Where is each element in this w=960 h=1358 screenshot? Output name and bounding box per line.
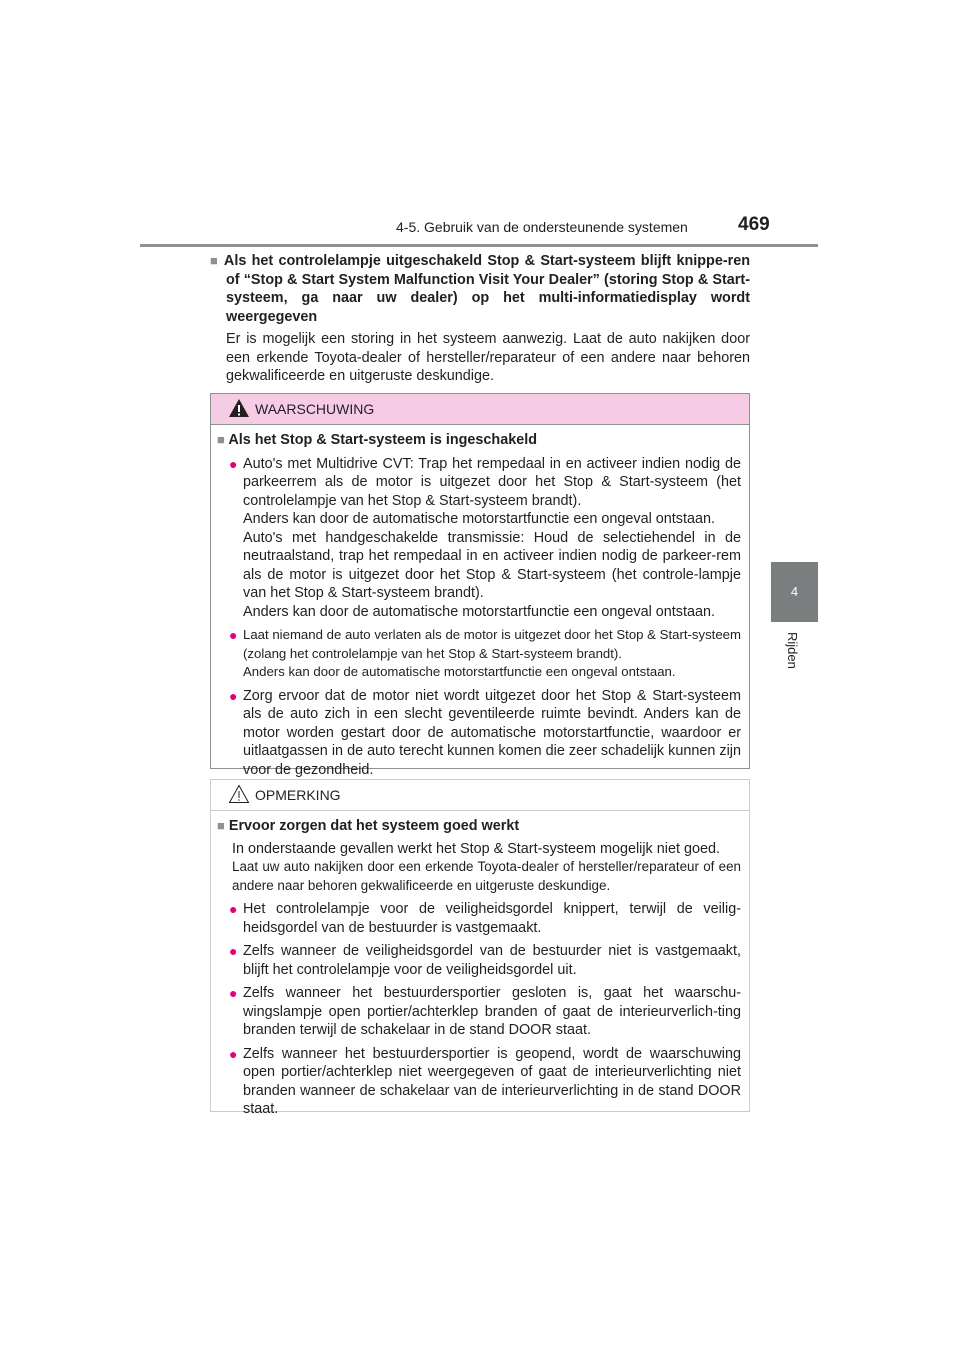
warning-title: WAARSCHUWING (255, 401, 375, 417)
section-title: 4-5. Gebruik van de ondersteunende systemen (396, 219, 688, 235)
intro-section (210, 252, 750, 386)
notice-heading-text: Ervoor zorgen dat het systeem goed werkt (228, 818, 520, 834)
warning-bullet (217, 455, 741, 622)
bullet-dot-icon: ● (229, 627, 238, 643)
warning-heading-text: Als het Stop & Start-systeem is ingeschakeld (228, 432, 538, 448)
square-marker-icon: ■ (217, 432, 225, 447)
intro-body: Er is mogelijk een storing in het systeem aanwezig. Laat de auto nakijken door een erkende Toyota-dealer of hersteller/reparateur of een andere naar behoren gekwalificeerde en uitgeruste deskundige. (226, 331, 750, 384)
notice-bullet (217, 1045, 741, 1119)
bullet-paragraph: Anders kan door de automatische motorstartfunctie een ongeval ontstaan. (243, 603, 715, 620)
bullet-paragraph: Anders kan door de automatische motorstartfunctie een ongeval ontstaan. (243, 511, 715, 527)
square-marker-icon: ■ (217, 818, 225, 833)
notice-body (211, 811, 749, 1119)
warning-bullet (217, 687, 741, 780)
chapter-label: Rijden (785, 632, 800, 669)
page-number: 469 (738, 214, 770, 235)
bullet-dot-icon: ● (229, 901, 238, 917)
header-rule (140, 244, 818, 247)
chapter-number: 4 (790, 584, 799, 599)
warning-triangle-icon (228, 398, 250, 418)
notice-title: OPMERKING (255, 787, 341, 803)
bullet-paragraph: Zorg ervoor dat de motor niet wordt uitgezet door het Stop & Start-systeem als de auto zich in een slecht geventileerde ruimte bevindt. Anders kan de motor worden gestart door de automatische motorstartfunctie, waardoor er uitlaatgassen in de auto terecht kunnen komen die zeer schadelijk kunnen zijn voor de gezondheid. (243, 687, 741, 778)
square-marker-icon: ■ (210, 253, 220, 268)
caution-triangle-icon (228, 784, 250, 804)
bullet-text: Zelfs wanneer het bestuurdersportier is geopend, wordt de waarschuwing open portier/achterklep niet weergegeven of gaat de interieurverlichting niet branden wanneer de schakelaar van de interieurverlichting in de stand DOOR staat. (243, 1045, 741, 1117)
warning-box (210, 393, 750, 778)
bullet-paragraph: Laat niemand de auto verlaten als de motor is uitgezet door het Stop & Start-systeem (zolang het controlelampje van het Stop & Start-systeem brandt). (243, 627, 741, 661)
notice-intro-line: Laat uw auto nakijken door een erkende Toyota-dealer of hersteller/reparateur of een andere naar behoren gekwalificeerde en uitgeruste deskundige. (232, 859, 741, 893)
bullet-paragraph: Auto's met Multidrive CVT: Trap het rempedaal in en activeer indien nodig de parkeerrem als de motor is uitgezet door het Stop & Start-systeem (het controlelampje van het Stop & Start-systeem brandt). (243, 455, 741, 509)
notice-bullet (217, 984, 741, 1040)
notice-bullet (217, 900, 741, 937)
intro-heading-text: Als het controlelampje uitgeschakeld Stop & Start-systeem blijft knippe-ren of “Stop & Start System Malfunction Visit Your Dealer” (storing Stop & Start-systeem, ga naar uw dealer) op het multi-informatiedisplay wordt weergegeven (223, 253, 751, 325)
bullet-dot-icon: ● (229, 943, 238, 959)
bullet-dot-icon: ● (229, 985, 238, 1001)
bullet-paragraph: Anders kan door de automatische motorstartfunctie een ongeval ontstaan. (243, 664, 676, 679)
notice-intro-line: In onderstaande gevallen werkt het Stop & Start-systeem mogelijk niet goed. (232, 840, 720, 857)
bullet-paragraph: Auto's met handgeschakelde transmissie: Houd de selectiehendel in de neutraalstand, trap het rempedaal in en activeer indien nodig de parkeer-rem als de motor is uitgezet door het Stop & Start-systeem (het controle-lampje van het Stop & Start-systeem brandt). (243, 529, 741, 601)
notice-bullet (217, 942, 741, 979)
bullet-dot-icon: ● (229, 455, 238, 472)
bullet-dot-icon: ● (229, 687, 238, 704)
notice-box (210, 779, 750, 1117)
chapter-tab (771, 562, 818, 622)
bullet-text: Het controlelampje voor de veiligheidsgordel knippert, terwijl de veilig-heidsgordel van de bestuurder is vastgemaakt. (243, 901, 741, 936)
notice-box-header (211, 780, 749, 811)
warning-heading (217, 431, 741, 450)
notice-heading (217, 817, 741, 836)
notice-intro (217, 840, 741, 896)
bullet-text: Zelfs wanneer de veiligheidsgordel van de bestuurder niet is vastgemaakt, blijft het controlelampje voor de veiligheidsgordel uit. (243, 943, 741, 978)
warning-box-header (211, 394, 749, 425)
intro-heading (210, 252, 750, 326)
warning-body (211, 425, 749, 779)
warning-bullet (217, 626, 741, 682)
bullet-dot-icon: ● (229, 1045, 238, 1062)
bullet-text: Zelfs wanneer het bestuurdersportier gesloten is, gaat het waarschu-wingslampje open portier/achterklep branden of gaat de interieurverlich-ting branden terwijl de schakelaar in de stand DOOR staat. (243, 985, 741, 1038)
